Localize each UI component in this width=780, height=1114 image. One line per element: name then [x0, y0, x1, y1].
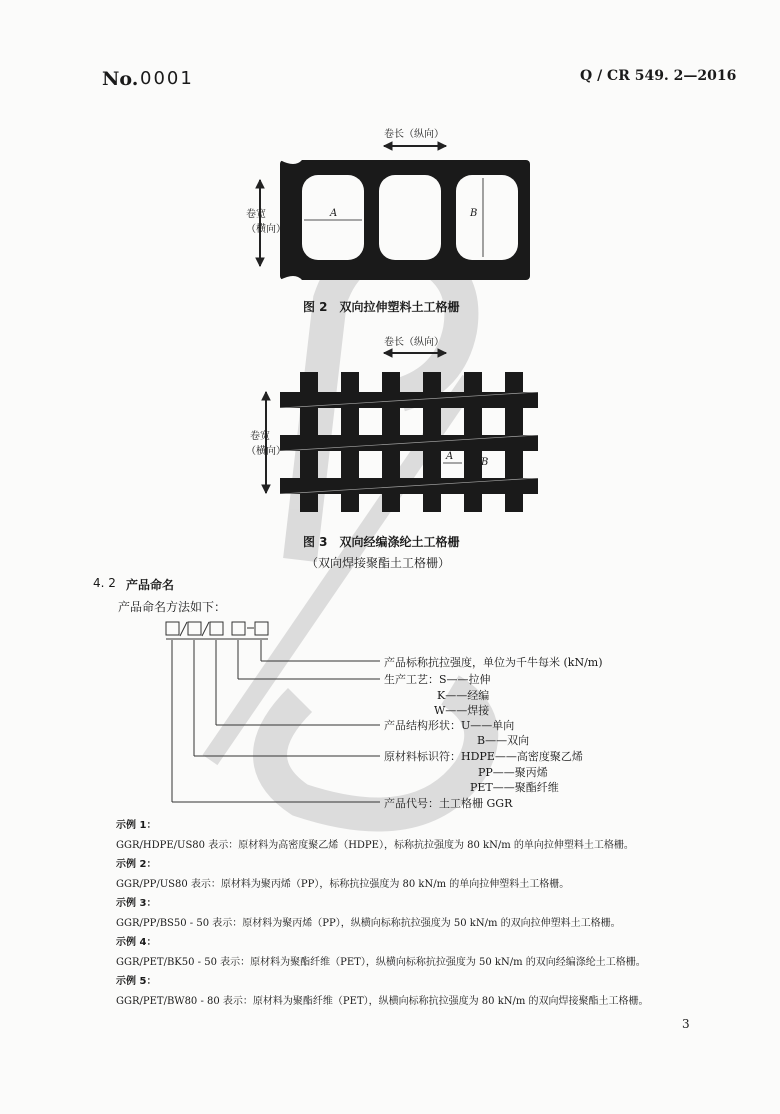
example-4-label: 示例 4：: [116, 937, 157, 948]
example-1-label: 示例 1：: [116, 820, 157, 831]
naming-material: 原材料标识符：HDPE——高密度聚乙烯: [384, 750, 583, 763]
fig2-label-a: A: [330, 208, 338, 219]
naming-product-code: 产品代号：土工格栅 GGR: [384, 797, 513, 810]
example-5-text: GGR/PET/BW80 - 80 表示：原材料为聚酯纤维（PET），纵横向标称抗拉强度为 80 kN/m 的双向焊接聚酯土工格栅。: [116, 996, 649, 1007]
fig3-roll-width-sub: （横向）: [246, 446, 286, 457]
fig2-caption: 图 2 双向拉伸塑料土工格栅: [303, 300, 460, 314]
example-2-label: 示例 2：: [116, 859, 157, 870]
fig2-roll-length-label: 卷长（纵向）: [384, 129, 444, 140]
example-4-text: GGR/PET/BK50 - 50 表示：原材料为聚酯纤维（PET），纵横向标称抗拉强度为 50 kN/m 的双向经编涤纶土工格栅。: [116, 957, 646, 968]
fig2-biaxial-plastic-geogrid: [240, 138, 540, 288]
fig3-biaxial-warp-knitted-geogrid: [240, 345, 540, 515]
fig3-caption: 图 3 双向经编涤纶土工格栅: [303, 535, 460, 549]
naming-material-pp: PP——聚丙烯: [478, 766, 548, 779]
standard-number: Q / CR 549. 2—2016: [580, 68, 737, 84]
naming-process-k: K——经编: [437, 689, 490, 702]
fig3-roll-length-label: 卷长（纵向）: [384, 337, 444, 348]
fig3-label-b: B: [481, 457, 489, 468]
fig2-roll-width-sub: （横向）: [246, 224, 286, 235]
example-5-label: 示例 5：: [116, 976, 157, 987]
naming-process: 生产工艺：S——拉伸: [384, 673, 491, 686]
example-2-text: GGR/PP/US80 表示：原材料为聚丙烯（PP），标称抗拉强度为 80 kN/m 的单向拉伸塑料土工格栅。: [116, 879, 570, 890]
fig3-label-a: A: [446, 451, 454, 462]
naming-intro: 产品命名方法如下：: [118, 600, 227, 614]
section-number: 4. 2: [93, 576, 116, 590]
naming-structure-b: B——双向: [477, 734, 530, 747]
naming-strength: 产品标称抗拉强度，单位为千牛每米 (kN/m): [384, 656, 603, 669]
doc-no-value: 0001: [140, 68, 194, 89]
naming-process-w: W——焊接: [434, 704, 490, 717]
example-1-text: GGR/HDPE/US80 表示：原材料为高密度聚乙烯（HDPE），标称抗拉强度为 80 kN/m 的单向拉伸塑料土工格栅。: [116, 840, 634, 851]
doc-no-label: No.: [102, 68, 139, 90]
fig2-roll-width-label: 卷宽: [246, 209, 266, 220]
fig3-roll-width-label: 卷宽: [250, 431, 270, 442]
example-3-label: 示例 3：: [116, 898, 157, 909]
example-3-text: GGR/PP/BS50 - 50 表示：原材料为聚丙烯（PP），纵横向标称抗拉强度为 50 kN/m 的双向拉伸塑料土工格栅。: [116, 918, 621, 929]
naming-structure: 产品结构形状：U——单向: [384, 719, 515, 732]
section-title: 产品命名: [126, 578, 175, 592]
naming-structure-diagram: [160, 618, 400, 813]
naming-material-pet: PET——聚酯纤维: [470, 781, 559, 794]
fig3-subcaption: （双向焊接聚酯土工格栅）: [306, 556, 451, 570]
fig2-label-b: B: [470, 208, 478, 219]
page-number: 3: [682, 1017, 690, 1031]
